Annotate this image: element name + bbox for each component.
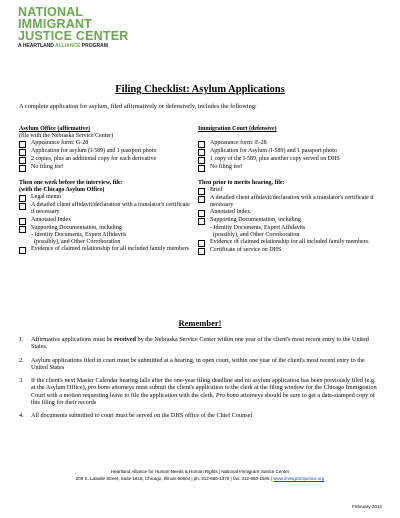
- reminder-number: 4.: [19, 412, 24, 420]
- logo-sub-prefix: A HEARTLAND: [18, 43, 56, 49]
- checkbox-icon[interactable]: [19, 226, 26, 233]
- merits-hearing-checklist: [198, 187, 384, 254]
- checklist-item: [198, 217, 384, 238]
- checklist-item: [198, 209, 384, 217]
- checkbox-icon[interactable]: [198, 196, 205, 203]
- reminder-item: [19, 357, 379, 372]
- checklist-item: [19, 225, 191, 246]
- reminder-text-part: received: [114, 336, 136, 343]
- interview-checklist: [19, 194, 191, 253]
- reminder-item: [19, 412, 379, 419]
- reminder-text-part: by the Nebraska Service Center within one year of the client's most recent entry to the United States.: [31, 336, 369, 351]
- checklist-item: [198, 140, 384, 148]
- checkbox-icon[interactable]: [198, 188, 205, 195]
- checkbox-icon[interactable]: [198, 149, 205, 156]
- logo-sub-suffix: PROGRAM: [80, 43, 108, 49]
- checkbox-icon[interactable]: [19, 195, 26, 202]
- checkbox-icon[interactable]: [198, 210, 205, 217]
- reminder-text-part: Asylum applications filed in court must be submitted at a hearing, in open court, within one year of the client's most recent entry to the United States: [31, 356, 365, 371]
- reminder-text-part: attorneys should be sure to get a date-stamped copy of this filing for their records: [31, 391, 375, 407]
- reminder-text-part: pro bono: [87, 384, 111, 392]
- interview-subheading: (with the Chicago Asylum Office): [19, 187, 105, 194]
- merits-hearing-heading: Then prior to merits hearing, file:: [198, 180, 285, 187]
- checklist-item-label: 2 copies, plus an additional copy for each derivative: [31, 156, 157, 163]
- reminder-text-part: If the client's next Master Calendar hearing falls after the one-year filing deadline and no asylum application has been previously filed (e.g. at the Asylum Office),: [31, 377, 376, 392]
- asylum-office-column: [19, 126, 191, 254]
- checklist-item-label: Application for Asylum (I-589) and 1 passport photo: [210, 148, 337, 155]
- logo-line-1: NATIONAL: [18, 5, 84, 19]
- checkbox-icon[interactable]: [19, 218, 26, 225]
- checkbox-icon[interactable]: [198, 240, 205, 247]
- reminder-text: [31, 357, 379, 372]
- footer-address: 208 S. LaSalle Street, Suite 1818, Chicago, Illinois 60604 | ph: 312-660-1370 | fax: 312-660-1505 |: [75, 476, 274, 481]
- checklist-item: [19, 148, 191, 156]
- reminder-list: [19, 336, 379, 426]
- checklist-item: [198, 148, 384, 156]
- checklist-item: [198, 239, 384, 247]
- checklist-item-label: Legal memo: [31, 194, 62, 201]
- checklist-item: [198, 164, 384, 172]
- checklist-item-label: Evidence of claimed relationship for all included family members: [31, 245, 189, 252]
- checklist-item-label: No filing fee!: [31, 164, 64, 171]
- reminder-number: 3.: [19, 377, 24, 385]
- checklist-item: [19, 202, 191, 216]
- checklist-item: [19, 246, 191, 254]
- asylum-office-heading: Asylum Office (affirmative): [19, 126, 90, 132]
- checklist-item-label: 1 copy of the I-589, plus another copy served on DHS: [210, 156, 340, 163]
- checklist-item-label: Supporting Documentation, including - Identity Documents, Expert Affidavits (possibly), and Other Corroboration: [210, 217, 306, 238]
- logo-line-3: JUSTICE CENTER: [18, 29, 129, 43]
- immigration-court-heading: Immigration Court (defensive): [198, 126, 277, 132]
- reminder-text: [31, 412, 379, 419]
- reminder-number: 1.: [19, 336, 24, 343]
- logo-subtitle: [18, 43, 128, 49]
- checklist-item: [198, 247, 384, 255]
- logo-sub-accent: ALLIANCE: [55, 43, 81, 49]
- asylum-office-note: (file with the Nebraska Service Center): [19, 133, 114, 140]
- reminder-text: [31, 377, 379, 406]
- checklist-item-label: Application for asylum (I-589) and 1 passport photo: [31, 148, 157, 155]
- website-link[interactable]: www.immigrantjustice.org: [273, 476, 325, 481]
- page-title: Filing Checklist: Asylum Applications: [115, 84, 285, 95]
- reminder-text-part: attorneys must submit the client's application to the clerk at the filing window for the Chicago Immigration Court with a motion requesting leave to file the application with the clerk.: [31, 384, 377, 399]
- checklist-item: [198, 195, 384, 209]
- checklist-item: [19, 164, 191, 172]
- checklist-item-label: Certificate of service on DHS: [210, 246, 282, 253]
- reminder-item: [19, 377, 379, 406]
- checkbox-icon[interactable]: [198, 157, 205, 164]
- interview-heading: Then one week before the interview, file:: [19, 180, 123, 187]
- checkbox-icon[interactable]: [198, 141, 205, 148]
- reminder-item: [19, 336, 379, 351]
- reminder-text-part: Affirmative applications must be: [31, 336, 115, 343]
- immigration-court-column: [198, 126, 384, 255]
- checkbox-icon[interactable]: [19, 247, 26, 254]
- reminder-text: [31, 336, 379, 351]
- logo-line-2: IMMIGRANT: [18, 17, 93, 31]
- document-date: February 2013: [352, 504, 382, 509]
- checkbox-icon[interactable]: [19, 203, 26, 210]
- checkbox-icon[interactable]: [198, 218, 205, 225]
- checkbox-icon[interactable]: [198, 165, 205, 172]
- reminder-text-part: All documents submitted to court must be served on the DHS office of the Chief Counsel: [31, 412, 253, 420]
- checklist-item-label: A detailed client affidavit/declaration with a translator's certificate if necessary: [210, 195, 376, 209]
- checklist-item-label: Supporting Documentation, including - Identity Documents, Expert Affidavits (possibly), and Other Corroboration: [31, 224, 127, 245]
- checklist-item: [198, 156, 384, 164]
- checklist-item: [19, 156, 191, 164]
- checkbox-icon[interactable]: [19, 157, 26, 164]
- checklist-item: [19, 217, 191, 225]
- organization-logo: [18, 6, 128, 49]
- checkbox-icon[interactable]: [19, 141, 26, 148]
- checklist-item-label: Annotated Index: [210, 209, 251, 216]
- footer-line-1: Heartland Alliance for Human Needs & Human Rights | National Immigrant Justice Center: [110, 469, 290, 474]
- checkbox-icon[interactable]: [19, 149, 26, 156]
- checklist-item: [19, 140, 191, 148]
- immigration-court-checklist: [198, 140, 384, 172]
- asylum-office-checklist: [19, 140, 191, 172]
- checklist-item-label: Appearance form: E-28: [210, 140, 267, 147]
- checkbox-icon[interactable]: [198, 248, 205, 255]
- checklist-item-label: Evidence of claimed relationship for all included family members.: [210, 238, 370, 245]
- checkbox-icon[interactable]: [19, 165, 26, 172]
- checklist-item-label: No filing fee!: [210, 164, 243, 171]
- checklist-item-label: Brief: [210, 187, 223, 194]
- reminder-text-part: Pro bono: [215, 391, 239, 399]
- intro-text: A complete application for asylum, filed affirmatively or defensively, includes the following:: [19, 103, 257, 110]
- checklist-item-label: A detailed client affidavit/declaration with a translator's certificate if necessary: [31, 202, 192, 216]
- footer-line-2: [0, 475, 400, 482]
- reminder-number: 2.: [19, 356, 24, 364]
- footer: [0, 468, 400, 482]
- checklist-item-label: Annotated Index: [31, 216, 72, 223]
- remember-heading: Remember!: [178, 318, 222, 328]
- checklist-item-label: Appearance form: G-28: [31, 140, 89, 147]
